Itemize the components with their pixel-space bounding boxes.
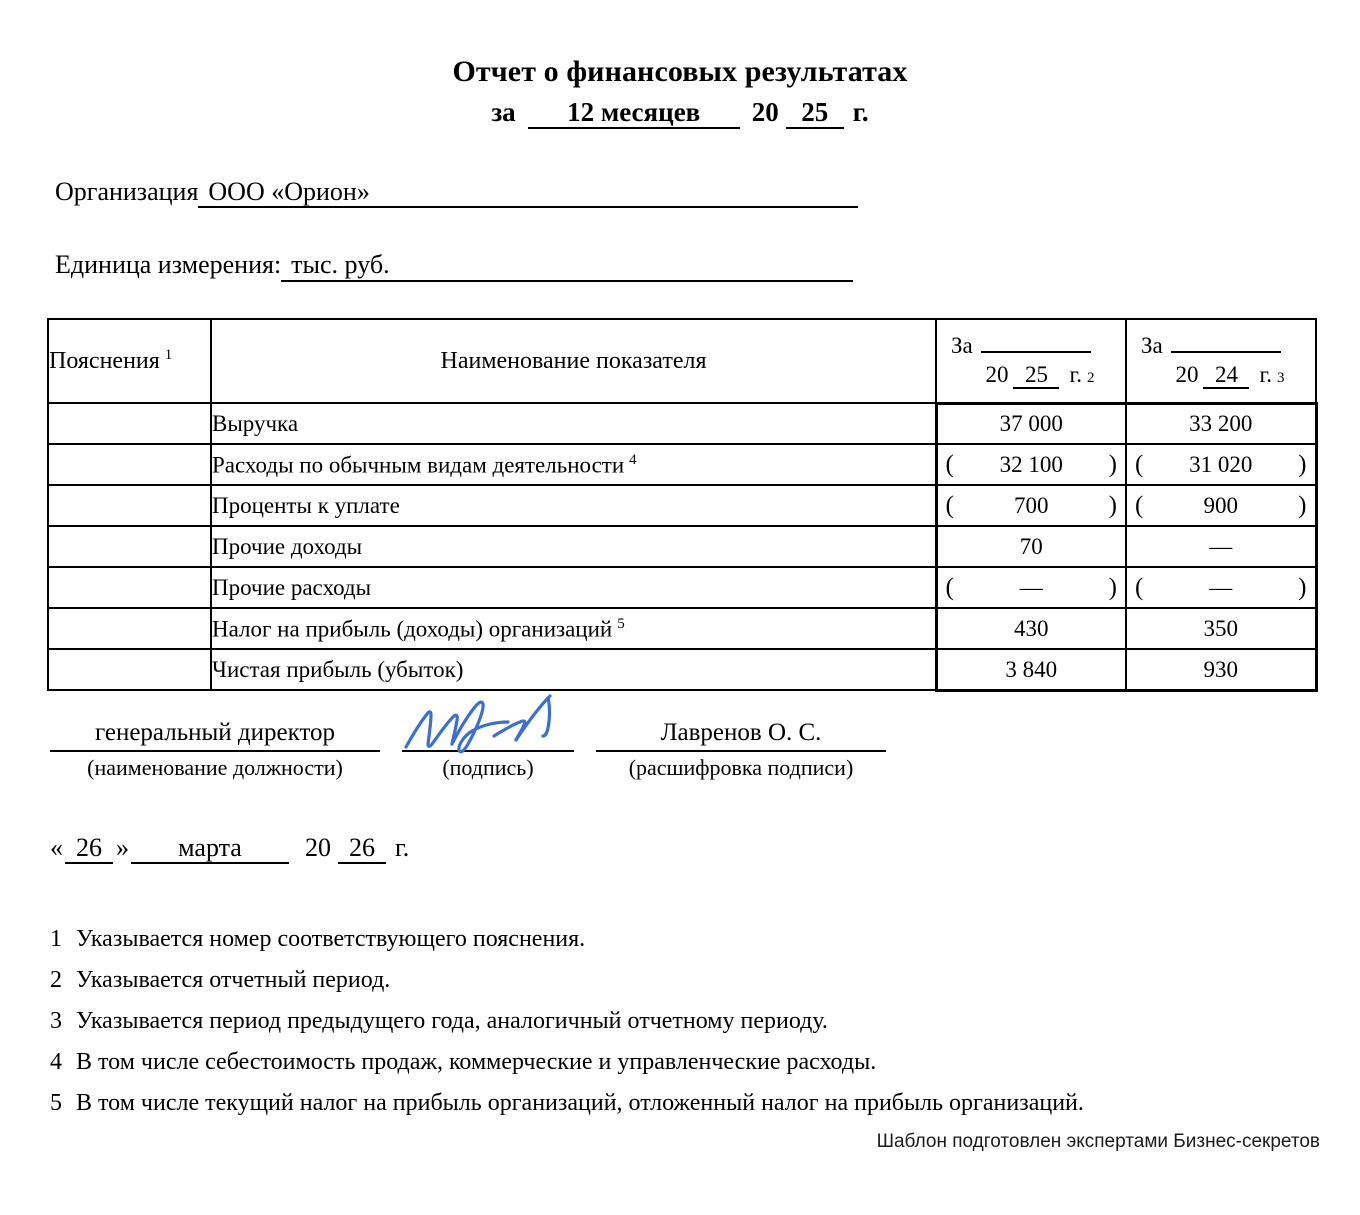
handwritten-signature-icon (398, 692, 588, 754)
paren-close: ) (1298, 450, 1307, 478)
footnote-number: 1 (50, 925, 62, 952)
footnote-number: 4 (50, 1048, 62, 1075)
paren-open: ( (945, 573, 954, 601)
reporting-period-line (0, 97, 1360, 129)
row-value-previous[interactable]: 350 (1126, 608, 1316, 649)
year-prefix-label: 20 (751, 96, 779, 127)
current-year-unit: г. (1069, 361, 1083, 387)
title-block (0, 0, 1360, 129)
current-year-value-row (937, 362, 1125, 389)
unit-input[interactable]: тыс. руб. (281, 251, 853, 282)
page-title: Отчет о финансовых результатах (452, 55, 908, 88)
paren-open: ( (1135, 573, 1144, 601)
signatory-name-value[interactable]: Лавренов О. С. (596, 719, 886, 752)
footnote-number: 5 (50, 1089, 62, 1116)
column-header-indicator (211, 319, 936, 404)
previous-year-unit: г. (1259, 361, 1273, 387)
unit-line (0, 250, 1360, 282)
footnote-item (50, 926, 1360, 953)
footnote-number: 3 (50, 1007, 62, 1034)
row-indicator-name: Прочие доходы (211, 526, 936, 567)
unit-label: Единица измерения: (55, 250, 282, 280)
row-value-previous[interactable] (1126, 444, 1316, 485)
row-indicator-name: Проценты к уплате (211, 485, 936, 526)
period-prefix-label: за (491, 96, 516, 127)
signature-field (402, 718, 574, 781)
value-text: — (1209, 574, 1233, 600)
column-header-indicator-label: Наименование показателя (440, 347, 707, 374)
signature-ink-area[interactable] (402, 718, 574, 752)
row-value-current[interactable] (936, 485, 1126, 526)
footnote-number: 2 (50, 966, 62, 993)
signatory-position (50, 719, 380, 781)
footnote-item (50, 1008, 1360, 1035)
organization-input[interactable]: ООО «Орион» (198, 178, 858, 209)
year-unit-label: г. (852, 96, 869, 127)
row-indicator-name: Расходы по обычным видам деятельности $^4$ (211, 444, 936, 485)
current-year-blank-rule[interactable] (981, 334, 1091, 353)
financial-table-wrapper (0, 318, 1360, 692)
current-year-za-label: За (951, 332, 973, 358)
footnote-item (50, 967, 1360, 994)
previous-year-suffix[interactable]: 24 (1203, 363, 1249, 389)
previous-year-za-label: За (1141, 332, 1163, 358)
row-value-current[interactable]: 37 000 (936, 403, 1126, 444)
date-year-unit: г. (395, 832, 410, 862)
footnotes-list (0, 926, 1360, 1117)
paren-close: ) (1108, 491, 1117, 519)
signatory-name-caption: (расшифровка подписи) (628, 754, 854, 780)
table-row (48, 485, 1316, 526)
table-row (48, 608, 1316, 649)
financial-table-body (48, 403, 1316, 690)
value-text: 900 (1203, 492, 1238, 518)
table-header-row (48, 319, 1316, 404)
organization-label: Организация (55, 176, 199, 206)
row-note-cell[interactable] (48, 485, 211, 526)
date-year-prefix: 20 (305, 832, 331, 862)
table-row (48, 567, 1316, 608)
paren-open: ( (945, 450, 954, 478)
current-year-suffix[interactable]: 25 (1013, 363, 1059, 389)
row-value-previous[interactable]: 930 (1126, 649, 1316, 690)
paren-close: ) (1108, 450, 1117, 478)
year-value[interactable]: 25 (786, 98, 844, 129)
organization-line (0, 177, 1360, 209)
value-text: 32 100 (999, 451, 1063, 477)
row-value-previous[interactable]: — (1126, 526, 1316, 567)
table-row (48, 444, 1316, 485)
row-note-cell[interactable] (48, 403, 211, 444)
row-value-previous[interactable] (1126, 485, 1316, 526)
row-note-cell[interactable] (48, 567, 211, 608)
footnote-text: В том числе текущий налог на прибыль организаций, отложенный налог на прибыль организаций. (76, 1089, 1084, 1116)
paren-open: ( (1135, 491, 1144, 519)
footnote-text: Указывается отчетный период. (76, 966, 391, 993)
column-header-current-year (936, 319, 1126, 404)
signatory-name (596, 719, 886, 781)
signature-caption: (подпись) (442, 754, 534, 780)
footnote-item (50, 1090, 1360, 1117)
signatory-position-value[interactable]: генеральный директор (50, 719, 380, 752)
row-value-current[interactable]: 3 840 (936, 649, 1126, 690)
footnote-text: Указывается период предыдущего года, аналогичный отчетному периоду. (76, 1007, 828, 1034)
row-note-cell[interactable] (48, 649, 211, 690)
previous-year-value-row (1127, 362, 1315, 389)
signatory-position-caption: (наименование должности) (87, 754, 343, 780)
paren-open: ( (945, 491, 954, 519)
table-row (48, 649, 1316, 690)
signature-block (0, 718, 1360, 781)
date-month-value[interactable]: марта (131, 834, 289, 864)
value-text: 700 (1014, 492, 1049, 518)
row-value-previous[interactable] (1126, 567, 1316, 608)
column-header-notes-label: Пояснения (49, 348, 160, 375)
row-indicator-name: Налог на прибыль (доходы) организаций $^5$ (211, 608, 936, 649)
row-value-current[interactable]: 70 (936, 526, 1126, 567)
row-indicator-name: Выручка (211, 403, 936, 444)
previous-year-prefix: 20 (1175, 361, 1199, 387)
paren-close: ) (1298, 491, 1307, 519)
date-quote-close: » (116, 832, 129, 862)
date-year-suffix[interactable]: 26 (338, 834, 386, 864)
previous-year-footnote-marker: 3 (1277, 369, 1285, 386)
row-footnote-marker: 5 (617, 615, 625, 632)
row-indicator-name: Прочие расходы (211, 567, 936, 608)
footnote-item (50, 1049, 1360, 1076)
period-value[interactable]: 12 месяцев (528, 98, 740, 129)
date-day-value[interactable]: 26 (65, 834, 113, 864)
row-value-current[interactable] (936, 567, 1126, 608)
column-header-previous-year (1126, 319, 1316, 404)
paren-close: ) (1108, 573, 1117, 601)
previous-year-blank-rule[interactable] (1171, 334, 1281, 353)
financial-results-table (47, 318, 1318, 692)
row-value-current[interactable]: 430 (936, 608, 1126, 649)
date-line (0, 833, 1360, 864)
current-year-prefix: 20 (985, 361, 1009, 387)
row-indicator-name: Чистая прибыль (убыток) (211, 649, 936, 690)
row-value-current[interactable] (936, 444, 1126, 485)
date-quote-open: « (50, 832, 63, 862)
attribution-text: Шаблон подготовлен экспертами Бизнес-секретов (876, 1131, 1320, 1152)
current-year-za-row (937, 333, 1125, 359)
row-note-cell[interactable] (48, 526, 211, 567)
footnote-text: Указывается номер соответствующего пояснения. (76, 925, 586, 952)
row-note-cell[interactable] (48, 444, 211, 485)
paren-close: ) (1298, 573, 1307, 601)
current-year-footnote-marker: 2 (1087, 369, 1095, 386)
footnote-text: В том числе себестоимость продаж, коммерческие и управленческие расходы. (76, 1048, 877, 1075)
row-footnote-marker: 4 (629, 451, 637, 468)
row-note-cell[interactable] (48, 608, 211, 649)
paren-open: ( (1135, 450, 1144, 478)
value-text: — (1019, 574, 1043, 600)
column-header-notes (48, 319, 211, 404)
previous-year-za-row (1127, 333, 1315, 359)
row-value-previous[interactable]: 33 200 (1126, 403, 1316, 444)
table-row (48, 526, 1316, 567)
value-text: 31 020 (1189, 451, 1253, 477)
table-row (48, 403, 1316, 444)
notes-footnote-marker: 1 (164, 347, 173, 364)
